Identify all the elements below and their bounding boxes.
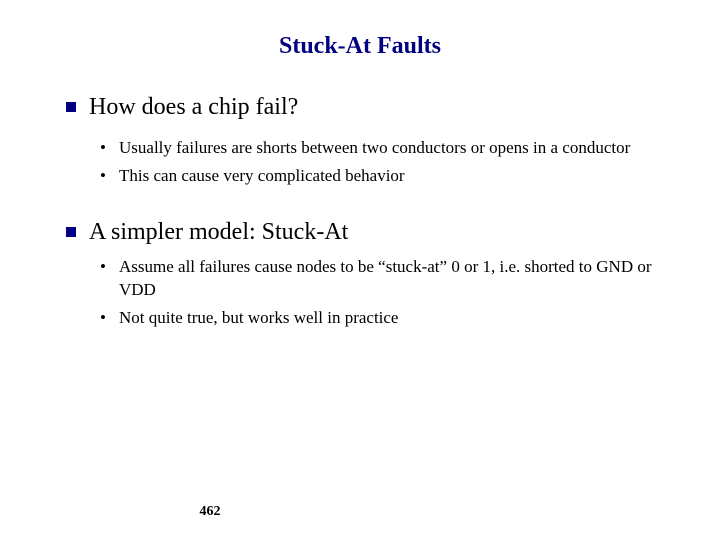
sub-bullet-list xyxy=(60,255,680,329)
bullet-point-text: A simpler model: Stuck-At xyxy=(89,219,349,245)
square-bullet-icon xyxy=(66,227,76,237)
sub-bullet-item xyxy=(60,136,659,159)
slide-title: Stuck-At Faults xyxy=(278,33,441,59)
sub-bullet-text: Not quite true, but works well in practice xyxy=(119,308,399,327)
sub-bullet-item xyxy=(60,164,659,187)
bullet-point-1 xyxy=(60,92,680,192)
sub-bullet-item xyxy=(60,255,659,301)
dot-bullet-icon: • xyxy=(100,166,106,185)
page-number: 462 xyxy=(199,504,221,519)
dot-bullet-icon: • xyxy=(100,138,106,157)
sub-bullet-item xyxy=(60,306,659,329)
sub-bullet-text: Assume all failures cause nodes to be “stuck-at” 0 or 1, i.e. shorted to GND or VDD xyxy=(119,257,652,299)
sub-bullet-text: This can cause very complicated behavior xyxy=(119,166,405,185)
dot-bullet-icon: • xyxy=(100,257,106,276)
dot-bullet-icon: • xyxy=(100,308,106,327)
bullet-point-text: How does a chip fail? xyxy=(89,94,299,120)
sub-bullet-list xyxy=(60,136,680,187)
bullet-point-2 xyxy=(60,217,680,334)
sub-bullet-text: Usually failures are shorts between two conductors or opens in a conductor xyxy=(119,138,631,157)
square-bullet-icon xyxy=(66,102,76,112)
